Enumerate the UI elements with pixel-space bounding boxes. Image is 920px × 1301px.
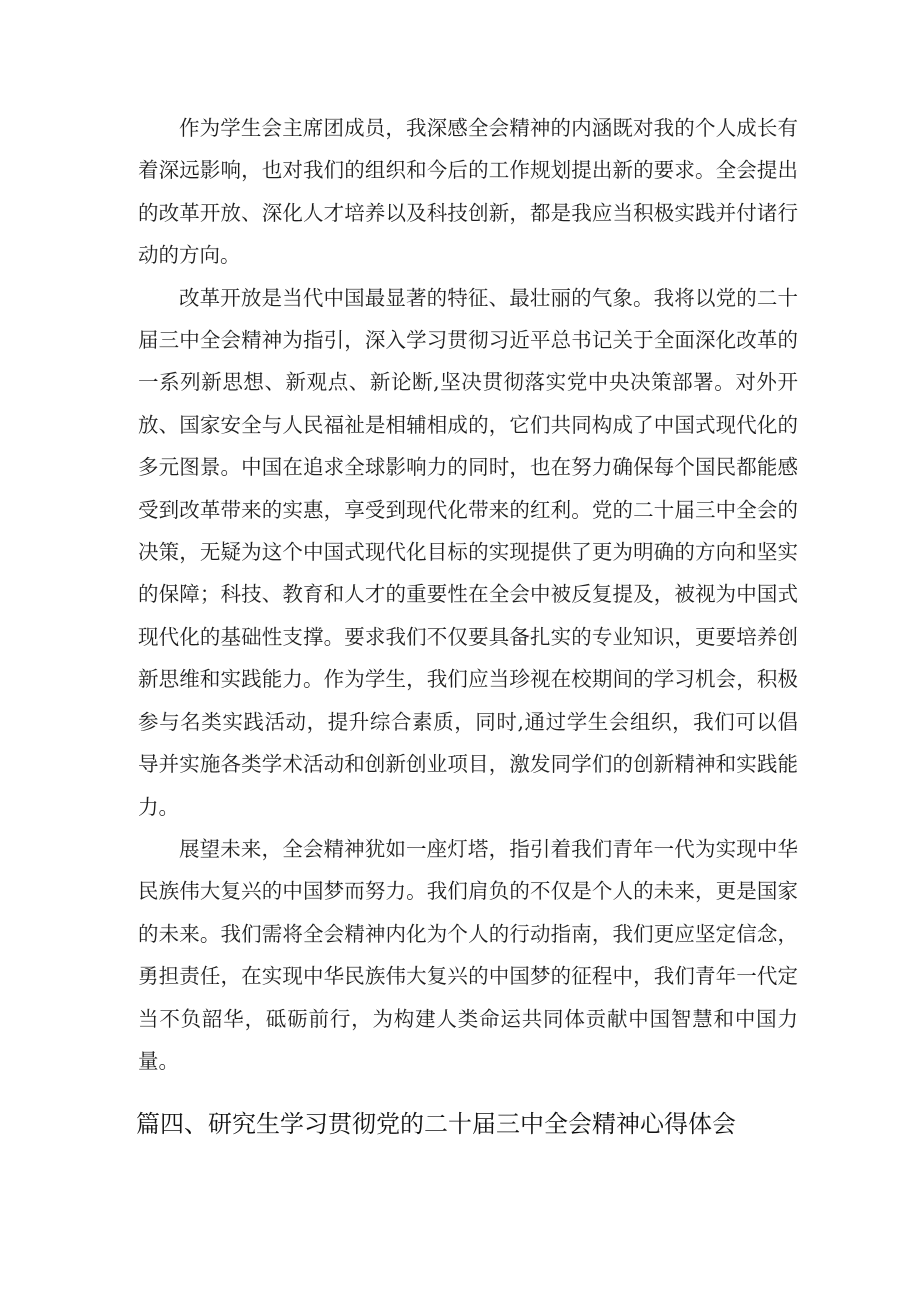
- section-heading: 篇四、研究生学习贯彻党的二十届三中全会精神心得体会: [136, 1110, 736, 1138]
- document-body: [138, 107, 798, 1082]
- paragraph-reform-opening: 改革开放是当代中国最显著的特征、最壮丽的气象。我将以党的二十届三中全会精神为指引，深入学习贯彻习近平总书记关于全面深化改革的一系列新思想、新观点、新论断,坚决贯彻落实党中央决策部署。对外开放、国家安全与人民福祉是相辅相成的，它们共同构成了中国式现代化的多元图景。中国在追求全球影响力的同时，也在努力确保每个国民都能感受到改革带来的实惠，享受到现代化带来的红利。党的二十届三中全会的决策，无疑为这个中国式现代化目标的实现提供了更为明确的方向和坚实的保障；科技、教育和人才的重要性在全会中被反复提及，被视为中国式现代化的基础性支撑。要求我们不仅要具备扎实的专业知识，更要培养创新思维和实践能力。作为学生，我们应当珍视在校期间的学习机会，积极参与名类实践活动，提升综合素质，同时,通过学生会组织，我们可以倡导并实施各类学术活动和创新创业项目，激发同学们的创新精神和实践能力。: [138, 285, 798, 819]
- paragraph-student-union: 作为学生会主席团成员，我深感全会精神的内涵既对我的个人成长有着深远影响，也对我们的组织和今后的工作规划提出新的要求。全会提出的改革开放、深化人才培养以及科技创新，都是我应当积极实践并付诸行动的方向。: [138, 116, 798, 268]
- paragraph-outlook: 展望未来，全会精神犹如一座灯塔，指引着我们青年一代为实现中华民族伟大复兴的中国梦而努力。我们肩负的不仅是个人的未来，更是国家的未来。我们需将全会精神内化为个人的行动指南，我们更应坚定信念，勇担责任，在实现中华民族伟大复兴的中国梦的征程中，我们青年一代定当不负韶华，砥砺前行，为构建人类命运共同体贡献中国智慧和中国力量。: [138, 836, 798, 1073]
